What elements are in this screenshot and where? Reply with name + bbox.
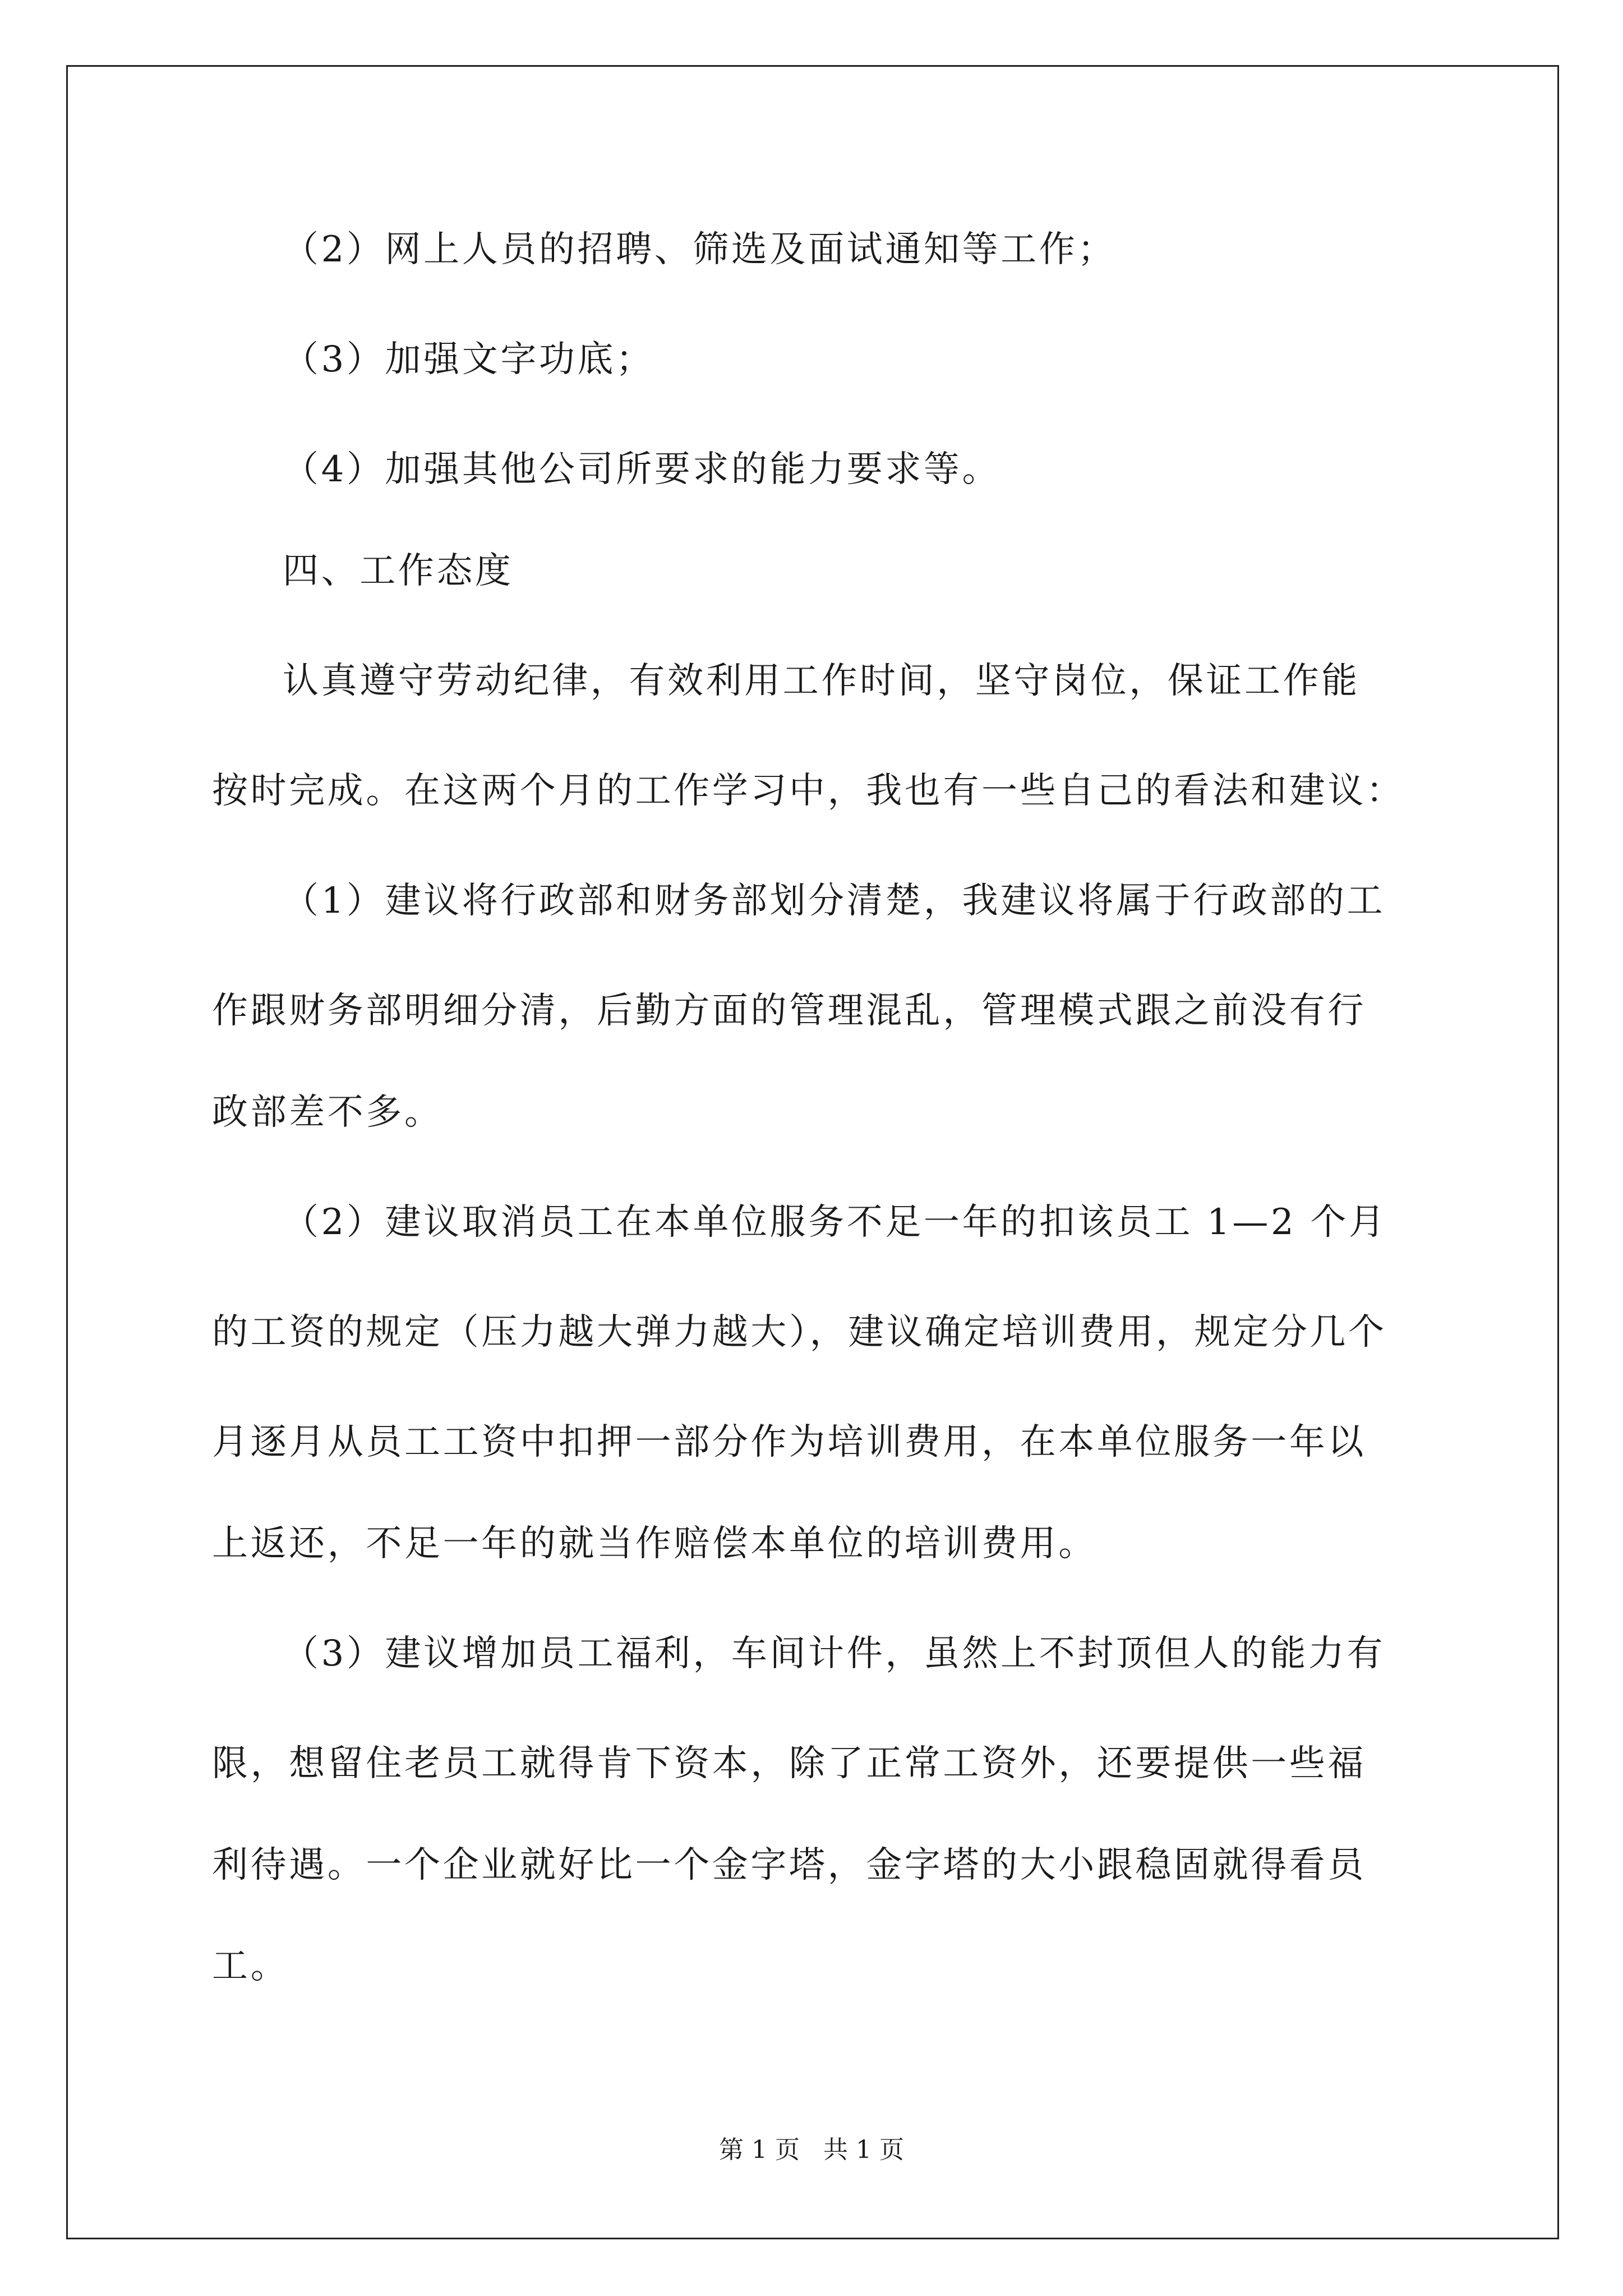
text-line: （2）网上人员的招聘、筛选及面试通知等工作；: [283, 229, 1116, 270]
text-line: 作跟财务部明细分清，后勤方面的管理混乱，管理模式跟之前没有行: [212, 990, 1366, 1032]
text-line: （4）加强其他公司所要求的能力要求等。: [283, 449, 1001, 490]
text-line: （1）建议将行政部和财务部划分清楚，我建议将属于行政部的工: [283, 880, 1386, 922]
text-line: 认真遵守劳动纪律，有效利用工作时间，坚守岗位，保证工作能: [283, 660, 1360, 702]
text-line: （2）建议取消员工在本单位服务不足一年的扣该员工 1—2 个月: [283, 1202, 1387, 1243]
text-line: （3）建议增加员工福利，车间计件，虽然上不封顶但人的能力有: [283, 1633, 1386, 1674]
page-footer: 第 1 页 共 1 页: [719, 2136, 904, 2164]
text-line: 利待遇。一个企业就好比一个金字塔，金字塔的大小跟稳固就得看员: [212, 1844, 1366, 1886]
text-line: 限，想留住老员工就得肯下资本，除了正常工资外，还要提供一些福: [212, 1743, 1366, 1784]
page-border: [66, 65, 1559, 2239]
text-line: 的工资的规定（压力越大弹力越大），建议确定培训费用，规定分几个: [212, 1312, 1387, 1353]
text-line: （3）加强文字功底；: [283, 339, 654, 380]
text-line: 按时完成。在这两个月的工作学习中，我也有一些自己的看法和建议：: [212, 770, 1405, 812]
text-line: 月逐月从员工工资中扣押一部分作为培训费用，在本单位服务一年以: [212, 1421, 1366, 1463]
section-heading: 四、工作态度: [283, 550, 514, 592]
text-line: 工。: [212, 1945, 289, 1987]
text-line: 上返还，不足一年的就当作赔偿本单位的培训费用。: [212, 1523, 1097, 1565]
text-line: 政部差不多。: [212, 1092, 443, 1133]
